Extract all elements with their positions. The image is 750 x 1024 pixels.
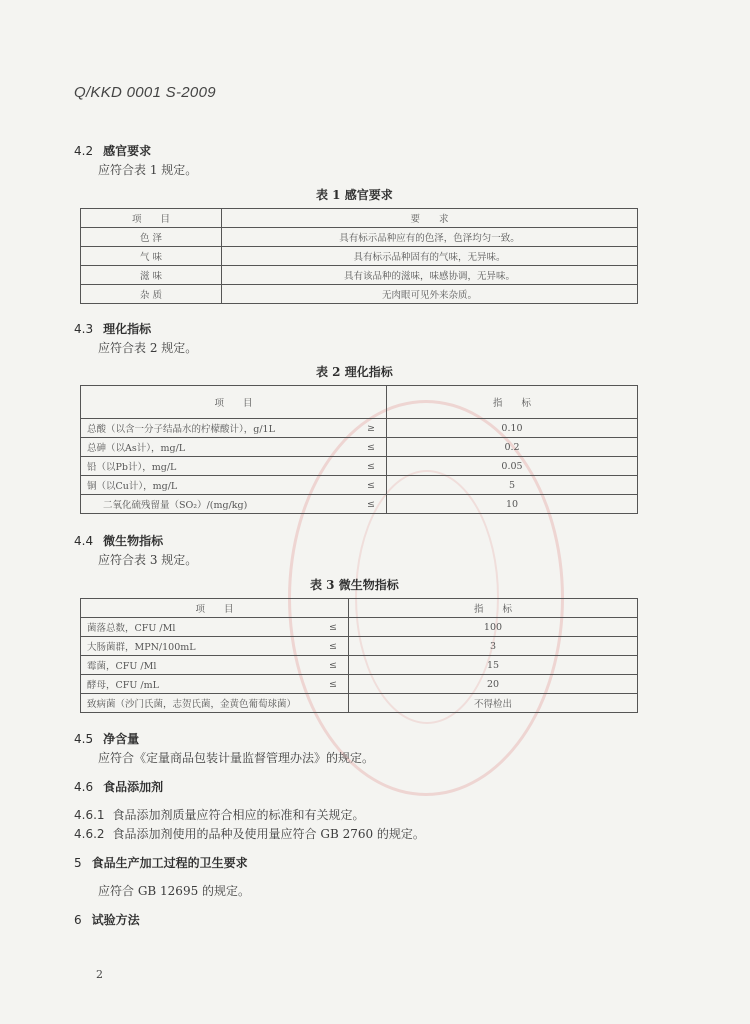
table-row <box>81 656 638 675</box>
cell-item: 滋 味 <box>81 266 222 285</box>
header-item: 项 目 <box>81 386 387 419</box>
table-row <box>81 675 638 694</box>
cell-value: 3 <box>349 637 638 656</box>
section-4-3-text: 应符合表 2 规定。 <box>98 341 198 355</box>
section-4-6-2 <box>74 825 425 842</box>
cell-operator: ≤ <box>356 457 387 476</box>
section-text: 食品添加剂质量应符合相应的标准和有关规定。 <box>112 808 365 822</box>
cell-item: 铜（以Cu计），mg/L <box>81 476 357 495</box>
header-requirement: 要 求 <box>222 209 638 228</box>
page-number: 2 <box>96 968 103 981</box>
section-5-heading <box>74 854 248 871</box>
cell-value: 5 <box>387 476 638 495</box>
cell-item: 酵母，CFU /mL <box>81 675 319 694</box>
section-number: 4.6 <box>74 780 94 794</box>
cell-requirement: 具有该品种的滋味，味感协调，无异味。 <box>222 266 638 285</box>
cell-item: 杂 质 <box>81 285 222 304</box>
section-4-6-heading <box>74 778 163 795</box>
section-5-text: 应符合 GB 12695 的规定。 <box>98 884 251 898</box>
cell-operator: ≤ <box>356 495 387 514</box>
section-4-2-text: 应符合表 1 规定。 <box>98 163 198 177</box>
cell-item: 二氧化硫残留量（SO₂）/(mg/kg) <box>81 495 357 514</box>
section-number: 4.2 <box>74 144 94 158</box>
section-6-heading <box>74 911 140 928</box>
table-3-caption: 表 3 微生物指标 <box>310 578 399 592</box>
section-text: 食品添加剂使用的品种及使用量应符合 GB 2760 的规定。 <box>112 827 425 841</box>
cell-operator: ≤ <box>356 438 387 457</box>
table-row <box>81 285 638 304</box>
table-row <box>81 438 638 457</box>
section-title: 食品生产加工过程的卫生要求 <box>91 856 248 870</box>
cell-operator: ≤ <box>318 675 349 694</box>
section-number: 4.3 <box>74 322 94 336</box>
cell-item: 总酸（以含一分子结晶水的柠檬酸计），g/1L <box>81 419 357 438</box>
section-4-3-heading <box>74 320 151 337</box>
section-title: 理化指标 <box>103 322 152 336</box>
table-2-caption: 表 2 理化指标 <box>316 365 393 379</box>
cell-item: 霉菌，CFU /Ml <box>81 656 319 675</box>
cell-item: 菌落总数，CFU /Ml <box>81 618 319 637</box>
section-number: 5 <box>74 856 82 870</box>
section-title: 净含量 <box>103 732 140 746</box>
cell-requirement: 具有标示品种固有的气味，无异味。 <box>222 247 638 266</box>
header-value: 指 标 <box>349 599 638 618</box>
cell-item: 气 味 <box>81 247 222 266</box>
cell-item: 致病菌（沙门氏菌，志贺氏菌，金黄色葡萄球菌） <box>81 694 349 713</box>
section-4-4-text: 应符合表 3 规定。 <box>98 553 198 567</box>
header-item: 项 目 <box>81 209 222 228</box>
cell-value: 100 <box>349 618 638 637</box>
table-row <box>81 247 638 266</box>
cell-operator: ≤ <box>318 618 349 637</box>
section-title: 微生物指标 <box>103 534 164 548</box>
standard-code: Q/KKD 0001 S-2009 <box>74 84 216 101</box>
cell-value: 不得检出 <box>349 694 638 713</box>
cell-requirement: 无肉眼可见外来杂质。 <box>222 285 638 304</box>
section-4-6-1 <box>74 806 365 823</box>
section-number: 4.6.1 <box>74 808 105 822</box>
section-number: 4.4 <box>74 534 94 548</box>
cell-value: 0.05 <box>387 457 638 476</box>
table-2-physicochemical <box>80 385 638 514</box>
cell-value: 0.2 <box>387 438 638 457</box>
cell-item: 铅（以Pb计），mg/L <box>81 457 357 476</box>
header-value: 指 标 <box>387 386 638 419</box>
table-row <box>81 476 638 495</box>
section-4-5-text: 应符合《定量商品包装计量监督管理办法》的规定。 <box>98 751 375 765</box>
section-title: 感官要求 <box>103 144 152 158</box>
cell-operator: ≤ <box>318 656 349 675</box>
table-header-row <box>81 599 638 618</box>
cell-operator: ≤ <box>356 476 387 495</box>
table-row <box>81 694 638 713</box>
table-1-sensory <box>80 208 638 304</box>
table-row <box>81 495 638 514</box>
cell-value: 10 <box>387 495 638 514</box>
cell-value: 0.10 <box>387 419 638 438</box>
section-number: 6 <box>74 913 82 927</box>
header-item: 项 目 <box>81 599 349 618</box>
table-row <box>81 618 638 637</box>
section-number: 4.6.2 <box>74 827 105 841</box>
cell-operator: ≤ <box>318 637 349 656</box>
table-header-row <box>81 386 638 419</box>
section-4-2-heading <box>74 142 151 159</box>
cell-operator: ≥ <box>356 419 387 438</box>
section-title: 试验方法 <box>91 913 140 927</box>
table-row <box>81 266 638 285</box>
cell-value: 15 <box>349 656 638 675</box>
section-title: 食品添加剂 <box>103 780 164 794</box>
cell-item: 总砷（以As计），mg/L <box>81 438 357 457</box>
cell-item: 大肠菌群，MPN/100mL <box>81 637 319 656</box>
section-4-4-heading <box>74 532 163 549</box>
table-3-microbiological <box>80 598 638 713</box>
cell-requirement: 具有标示品种应有的色泽，色泽均匀一致。 <box>222 228 638 247</box>
table-row <box>81 228 638 247</box>
section-number: 4.5 <box>74 732 94 746</box>
table-row <box>81 457 638 476</box>
table-row <box>81 419 638 438</box>
section-4-5-heading <box>74 730 139 747</box>
table-row <box>81 637 638 656</box>
cell-item: 色 泽 <box>81 228 222 247</box>
cell-value: 20 <box>349 675 638 694</box>
table-1-caption: 表 1 感官要求 <box>316 188 393 202</box>
table-header-row <box>81 209 638 228</box>
